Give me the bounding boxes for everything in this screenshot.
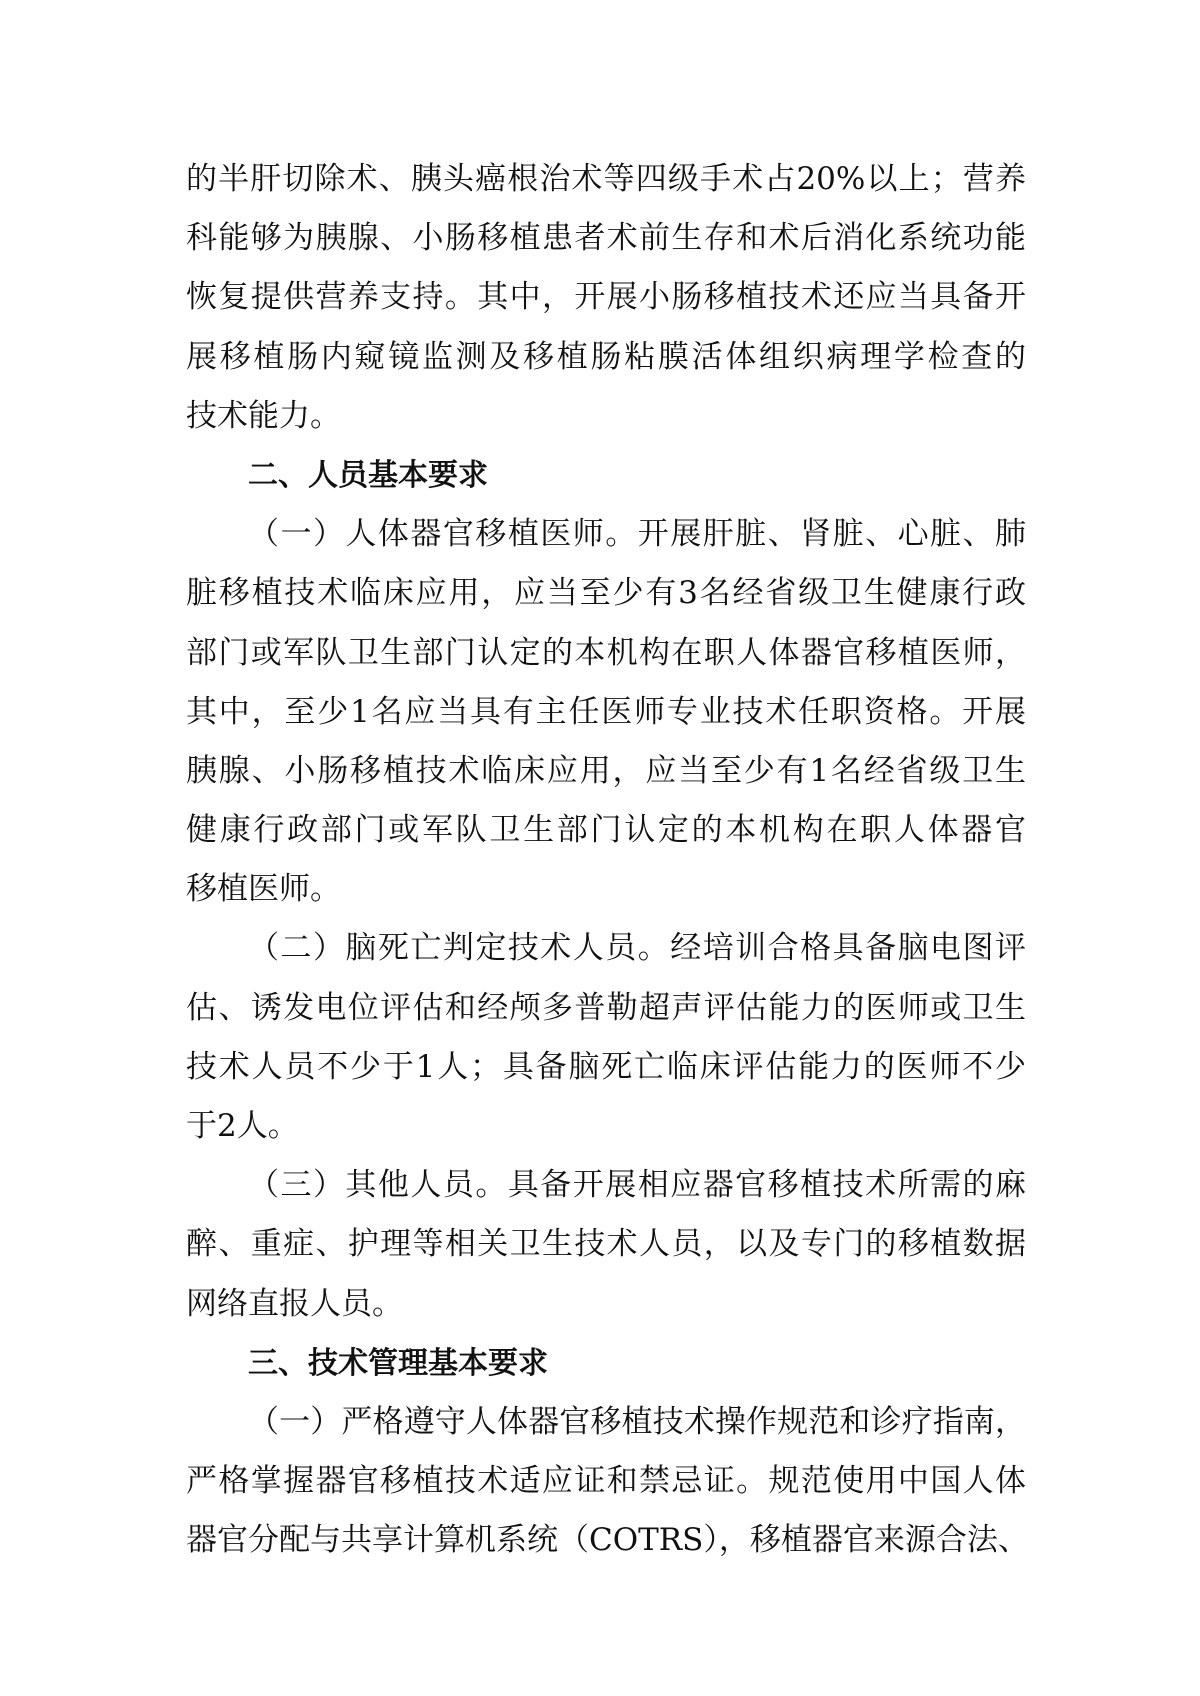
section-heading-personnel: 二、人员基本要求 [248,457,488,493]
text-line: 科能够为胰腺、小肠移植患者术前生存和术后消化系统功能 [186,220,1026,257]
text-line: 展移植肠内窥镜监测及移植肠粘膜活体组织病理学检查的 [186,338,1026,375]
text-line: 器官分配与共享计算机系统（COTRS），移植器官来源合法、 [186,1522,1029,1559]
text-line: （一）严格遵守人体器官移植技术操作规范和诊疗指南， [248,1403,1026,1440]
text-line: 胰腺、小肠移植技术临床应用，应当至少有1名经省级卫生 [186,752,1026,789]
text-line: 网络直报人员。 [186,1285,403,1322]
text-line: 的半肝切除术、胰头癌根治术等四级手术占20%以上；营养 [186,161,1026,197]
text-line: （一）人体器官移植医师。开展肝脏、肾脏、心脏、肺 [248,516,1026,553]
text-line: （三）其他人员。具备开展相应器官移植技术所需的麻 [248,1167,1026,1204]
text-line: 脏移植技术临床应用，应当至少有3名经省级卫生健康行政 [186,575,1026,612]
text-line: 严格掌握器官移植技术适应证和禁忌证。规范使用中国人体 [186,1463,1026,1500]
document-page [186,150,1029,1571]
text-line: 健康行政部门或军队卫生部门认定的本机构在职人体器官 [186,812,1026,849]
text-line: 于2人。 [186,1108,299,1144]
text-line: 其中，至少1名应当具有主任医师专业技术任职资格。开展 [186,693,1026,730]
text-line: （二）脑死亡判定技术人员。经培训合格具备脑电图评 [248,930,1026,967]
text-line: 部门或军队卫生部门认定的本机构在职人体器官移植医师， [186,634,1026,671]
text-line: 恢复提供营养支持。其中，开展小肠移植技术还应当具备开 [186,279,1026,316]
text-line: 估、诱发电位评估和经颅多普勒超声评估能力的医师或卫生 [186,989,1026,1026]
text-line: 技术人员不少于1人；具备脑死亡临床评估能力的医师不少 [186,1048,1026,1085]
text-line: 醉、重症、护理等相关卫生技术人员，以及专门的移植数据 [186,1226,1026,1263]
text-line: 技术能力。 [186,397,341,434]
text-line: 移植医师。 [186,871,341,908]
section-heading-technical-management: 三、技术管理基本要求 [248,1345,548,1381]
